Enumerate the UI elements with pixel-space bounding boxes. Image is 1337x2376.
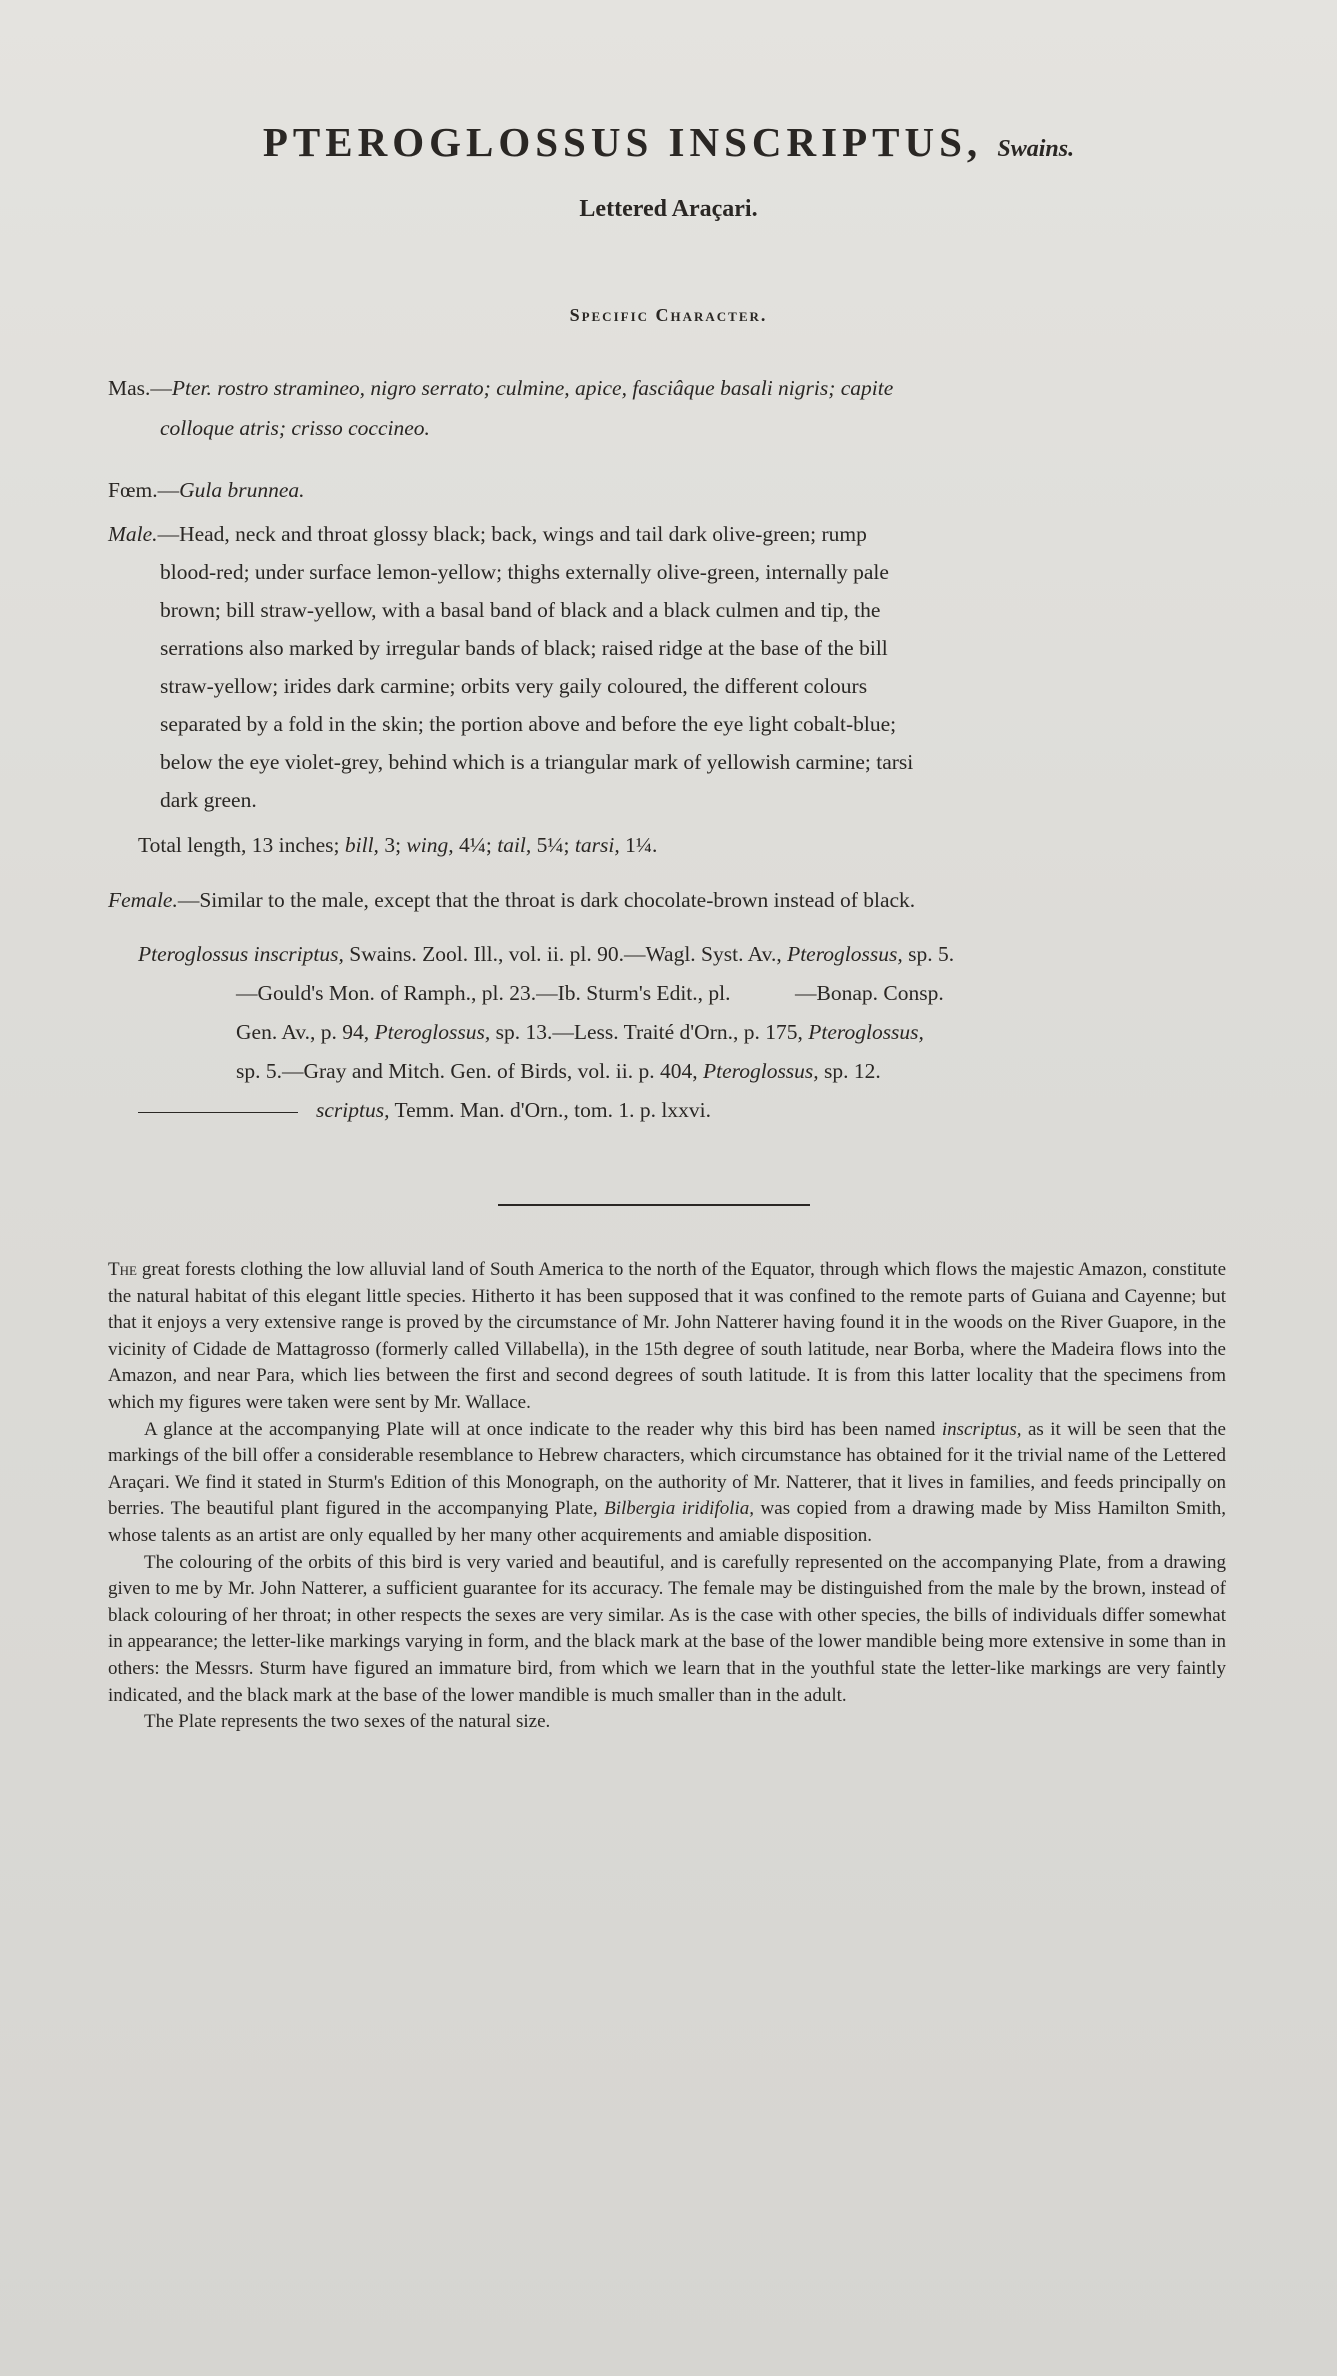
body-paragraph: The great forests clothing the low alluvial land of South America to the north of the Equator, through which flows the majestic Amazon, constitute the natural habitat of this elegant little species. Hitherto it has been supposed that it was confined to the remote parts of Guiana and Cayenne; but that it enjoys a very extensive range is proved by the circumstance of Mr. John Natterer having found it in the woods on the River Guapore, in the vicinity of Cidade de Mattagrosso (formerly called Villabella), in the 15th degree of south latitude, near Borba, where the Madeira flows into the Amazon, and near Para, which lies between the first and second degrees of south latitude. It is from this latter locality that the specimens from which my figures were taken were sent by Mr. Wallace.	[108, 1259, 1226, 1413]
mas-line1: Pter. rostro stramineo, nigro serrato; culmine, apice, fasciâque basali nigris; capite	[171, 376, 894, 400]
reference-line: —Gould's Mon. of Ramph., pl. 23.—Ib. Sturm's Edit., pl. —Bonap. Consp.	[236, 981, 944, 1005]
tarsi-label: tarsi,	[574, 833, 620, 857]
tail-label: tail,	[497, 833, 532, 857]
title-main: PTEROGLOSSUS INSCRIPTUS,	[262, 119, 983, 165]
wing-label: wing,	[406, 833, 454, 857]
reference-line: scriptus, Temm. Man. d'Orn., tom. 1. p. lxxvi.	[138, 1098, 711, 1122]
specific-character-heading: Specific Character.	[569, 305, 768, 325]
body-text	[108, 1257, 1226, 1736]
foem-text: Gula brunnea.	[179, 478, 305, 502]
section-divider	[498, 1204, 810, 1206]
male-line: dark green.	[160, 788, 257, 812]
mas-description	[108, 368, 1238, 448]
page-subtitle: Lettered Araçari.	[579, 196, 758, 222]
foem-label: Fœm.—	[108, 478, 180, 502]
female-description	[108, 880, 915, 920]
body-paragraph: A glance at the accompanying Plate will at once indicate to the reader why this bird has been named inscriptus, as it will be seen that the markings of the bill offer a considerable resemblance to Hebrew characters, which circumstance has obtained for it the trivial name of the Lettered Araçari. We find it stated in Sturm's Edition of this Monograph, on the authority of Mr. Natterer, that it lives in families, and feeds principally on berries. The beautiful plant figured in the accompanying Plate, Bilbergia iridifolia, was copied from a drawing made by Miss Hamilton Smith, whose talents as an artist are only equalled by her many other acquirements and amiable disposition.	[108, 1418, 1226, 1546]
mas-line2: colloque atris; crisso coccineo.	[160, 416, 430, 440]
female-label: Female.	[108, 888, 178, 912]
body-paragraph: The colouring of the orbits of this bird is very varied and beautiful, and is carefully represented on the accompanying Plate, from a drawing given to me by Mr. John Natterer, a sufficient guarantee for its accuracy. The female may be distinguished from the male by the brown, instead of black colouring of her throat; in other respects the sexes are very similar. As is the case with other species, the bills of individuals differ somewhat in appearance; the letter-like markings varying in form, and the black mark at the base of the lower mandible being more extensive in some than in others: the Messrs. Sturm have figured an immature bird, from which we learn that in the youthful state the letter-like markings are very faintly indicated, and the black mark at the base of the lower mandible is much smaller than in the adult.	[108, 1551, 1226, 1706]
reference-line: Pteroglossus inscriptus, Swains. Zool. Ill., vol. ii. pl. 90.—Wagl. Syst. Av., Pteroglossus, sp. 5.	[138, 942, 955, 966]
body-paragraph: The Plate represents the two sexes of the natural size.	[144, 1711, 551, 1733]
male-line: separated by a fold in the skin; the portion above and before the eye light cobalt-blue;	[160, 712, 897, 736]
bill-label: bill,	[344, 833, 379, 857]
title-author: Swains.	[997, 136, 1075, 162]
male-label: Male.	[108, 522, 158, 546]
male-line: straw-yellow; irides dark carmine; orbits very gaily coloured, the different colours	[160, 674, 868, 698]
bill-value: 3;	[384, 833, 402, 857]
female-text: —Similar to the male, except that the throat is dark chocolate-brown instead of black.	[177, 888, 916, 912]
mas-label: Mas.—	[108, 376, 172, 400]
reference-line: sp. 5.—Gray and Mitch. Gen. of Birds, vol. ii. p. 404, Pteroglossus, sp. 12.	[236, 1059, 881, 1083]
measurements	[138, 825, 657, 865]
wing-value: 4¼;	[459, 833, 492, 857]
measurements-prefix: Total length, 13 inches;	[138, 833, 340, 857]
male-line: below the eye violet-grey, behind which is a triangular mark of yellowish carmine; tarsi	[160, 750, 914, 774]
page-title	[0, 118, 1337, 166]
male-line: blood-red; under surface lemon-yellow; thighs externally olive-green, internally pale	[160, 560, 889, 584]
reference-line: Gen. Av., p. 94, Pteroglossus, sp. 13.—Less. Traité d'Orn., p. 175, Pteroglossus,	[236, 1020, 924, 1044]
male-line: —Head, neck and throat glossy black; back, wings and tail dark olive-green; rump	[157, 522, 867, 546]
foem-description	[108, 470, 305, 510]
opening-word: The	[108, 1259, 137, 1280]
ditto-rule	[138, 1112, 298, 1113]
male-line: brown; bill straw-yellow, with a basal band of black and a black culmen and tip, the	[160, 598, 881, 622]
references-block	[138, 935, 1238, 1130]
tarsi-value: 1¼.	[625, 833, 658, 857]
male-line: serrations also marked by irregular bands of black; raised ridge at the base of the bill	[160, 636, 888, 660]
male-description	[108, 515, 1238, 819]
tail-value: 5¼;	[536, 833, 570, 857]
